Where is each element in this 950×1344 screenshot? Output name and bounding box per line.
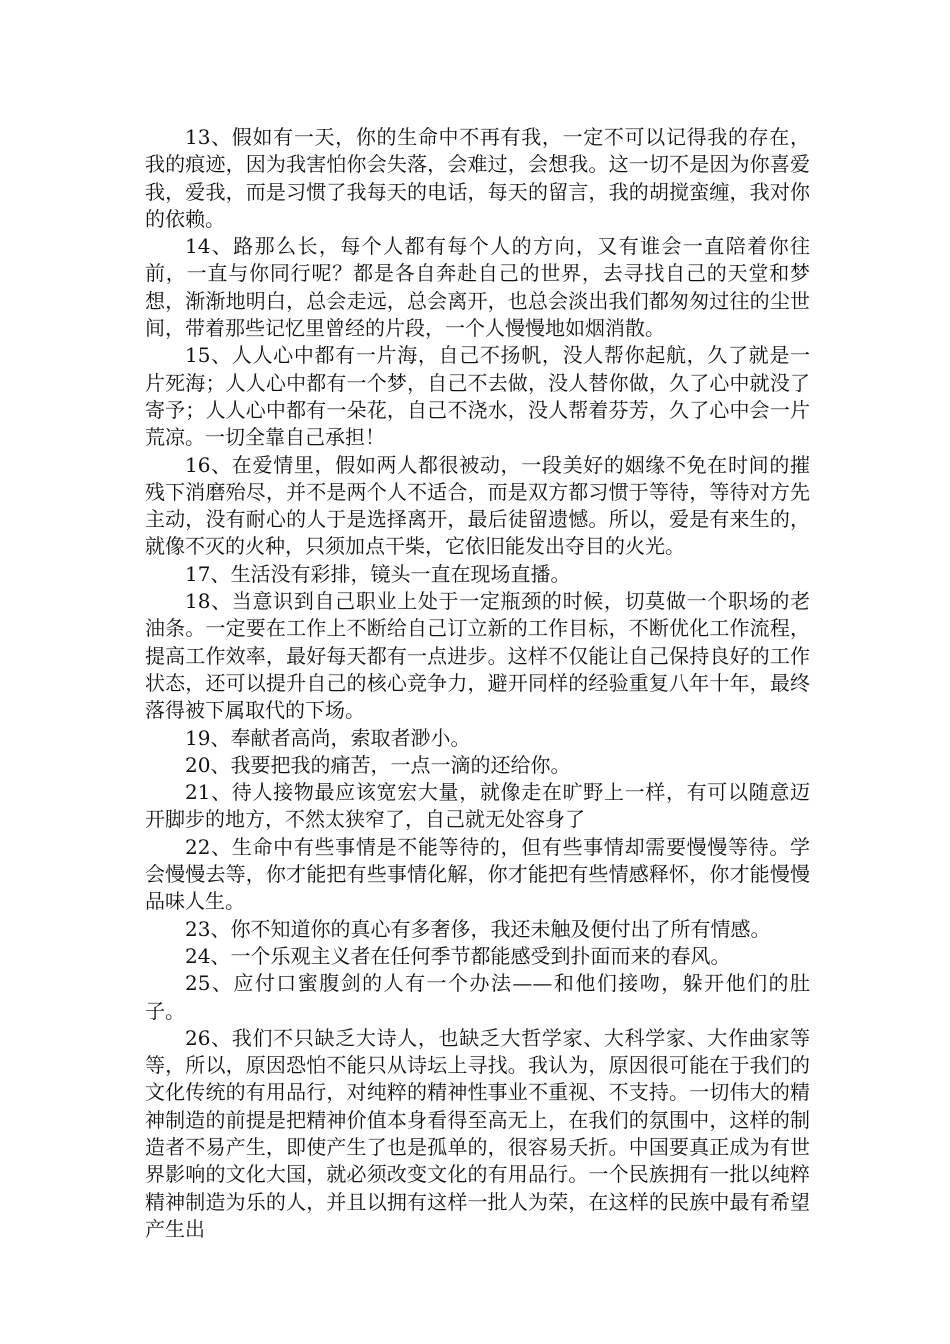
paragraph-18: 18、当意识到自己职业上处于一定瓶颈的时候，切莫做一个职场的老油条。一定要在工作上不断给自己订立新的工作目标，不断优化工作流程，提高工作效率，最好每天都有一点进步。这样不仅能让自己保持良好的工作状态，还可以提升自己的核心竞争力，避开同样的经验重复八年十年，最终落得被下属取代的下场。 bbox=[145, 589, 810, 723]
paragraph-19: 19、奉献者高尚，索取者渺小。 bbox=[185, 725, 471, 750]
document-body bbox=[145, 124, 810, 1243]
paragraph-21: 21、待人接物最应该宽宏大量，就像走在旷野上一样，有可以随意迈开脚步的地方，不然太狭窄了，自己就无处容身了 bbox=[145, 780, 810, 832]
paragraph-25: 25、应付口蜜腹剑的人有一个办法——和他们接吻，躲开他们的肚子。 bbox=[145, 971, 810, 1023]
paragraph-16: 16、在爱情里，假如两人都很被动，一段美好的姻缘不免在时间的摧残下消磨殆尽，并不是两个人不适合，而是双方都习惯于等待，等待对方先主动，没有耐心的人于是选择离开，最后徒留遗憾。所以，爱是有来生的，就像不灭的火种，只须加点干柴，它依旧能发出夺目的火光。 bbox=[145, 452, 810, 559]
paragraph-14: 14、路那么长，每个人都有每个人的方向，又有谁会一直陪着你往前，一直与你同行呢？都是各自奔赴自己的世界，去寻找自己的天堂和梦想，渐渐地明白，总会走远，总会离开，也总会淡出我们都匆匆过往的尘世间，带着那些记忆里曾经的片段，一个人慢慢地如烟消散。 bbox=[145, 234, 810, 341]
paragraph-20: 20、我要把我的痛苦，一点一滴的还给你。 bbox=[185, 752, 571, 777]
paragraph-26: 26、我们不只缺乏大诗人，也缺乏大哲学家、大科学家、大作曲家等等，所以，原因恐怕不能只从诗坛上寻找。我认为，原因很可能在于我们的文化传统的有用品行，对纯粹的精神性事业不重视、不支持。一切伟大的精神制造的前提是把精神价值本身看得至高无上，在我们的氛围中，这样的制造者不易产生，即使产生了也是孤单的，很容易夭折。中国要真正成为有世界影响的文化大国，就必须改变文化的有用品行。一个民族拥有一批以纯粹精神制造为乐的人，并且以拥有这样一批人为荣，在这样的民族中最有希望产生出 bbox=[145, 1025, 810, 1241]
paragraph-24: 24、一个乐观主义者在任何季节都能感受到扑面而来的春风。 bbox=[185, 943, 731, 968]
paragraph-22: 22、生命中有些事情是不能等待的，但有些事情却需要慢慢等待。学会慢慢去等，你才能把有些事情化解，你才能把有些情感释怀，你才能慢慢品味人生。 bbox=[145, 834, 810, 914]
paragraph-13: 13、假如有一天，你的生命中不再有我，一定不可以记得我的存在，我的痕迹，因为我害怕你会失落，会难过，会想我。这一切不是因为你喜爱我，爱我，而是习惯了我每天的电话，每天的留言，我的胡搅蛮缠，我对你的依赖。 bbox=[145, 125, 810, 231]
paragraph-15: 15、人人心中都有一片海，自己不扬帆，没人帮你起航，久了就是一片死海；人人心中都有一个梦，自己不去做，没人替你做，久了心中就没了寄予；人人心中都有一朵花，自己不浇水，没人帮着芬芳，久了心中会一片荒凉。一切全靠自己承担！ bbox=[145, 343, 810, 450]
paragraph-17: 17、生活没有彩排，镜头一直在现场直播。 bbox=[185, 561, 571, 586]
paragraph-23: 23、你不知道你的真心有多奢侈，我还未触及便付出了所有情感。 bbox=[185, 916, 771, 941]
